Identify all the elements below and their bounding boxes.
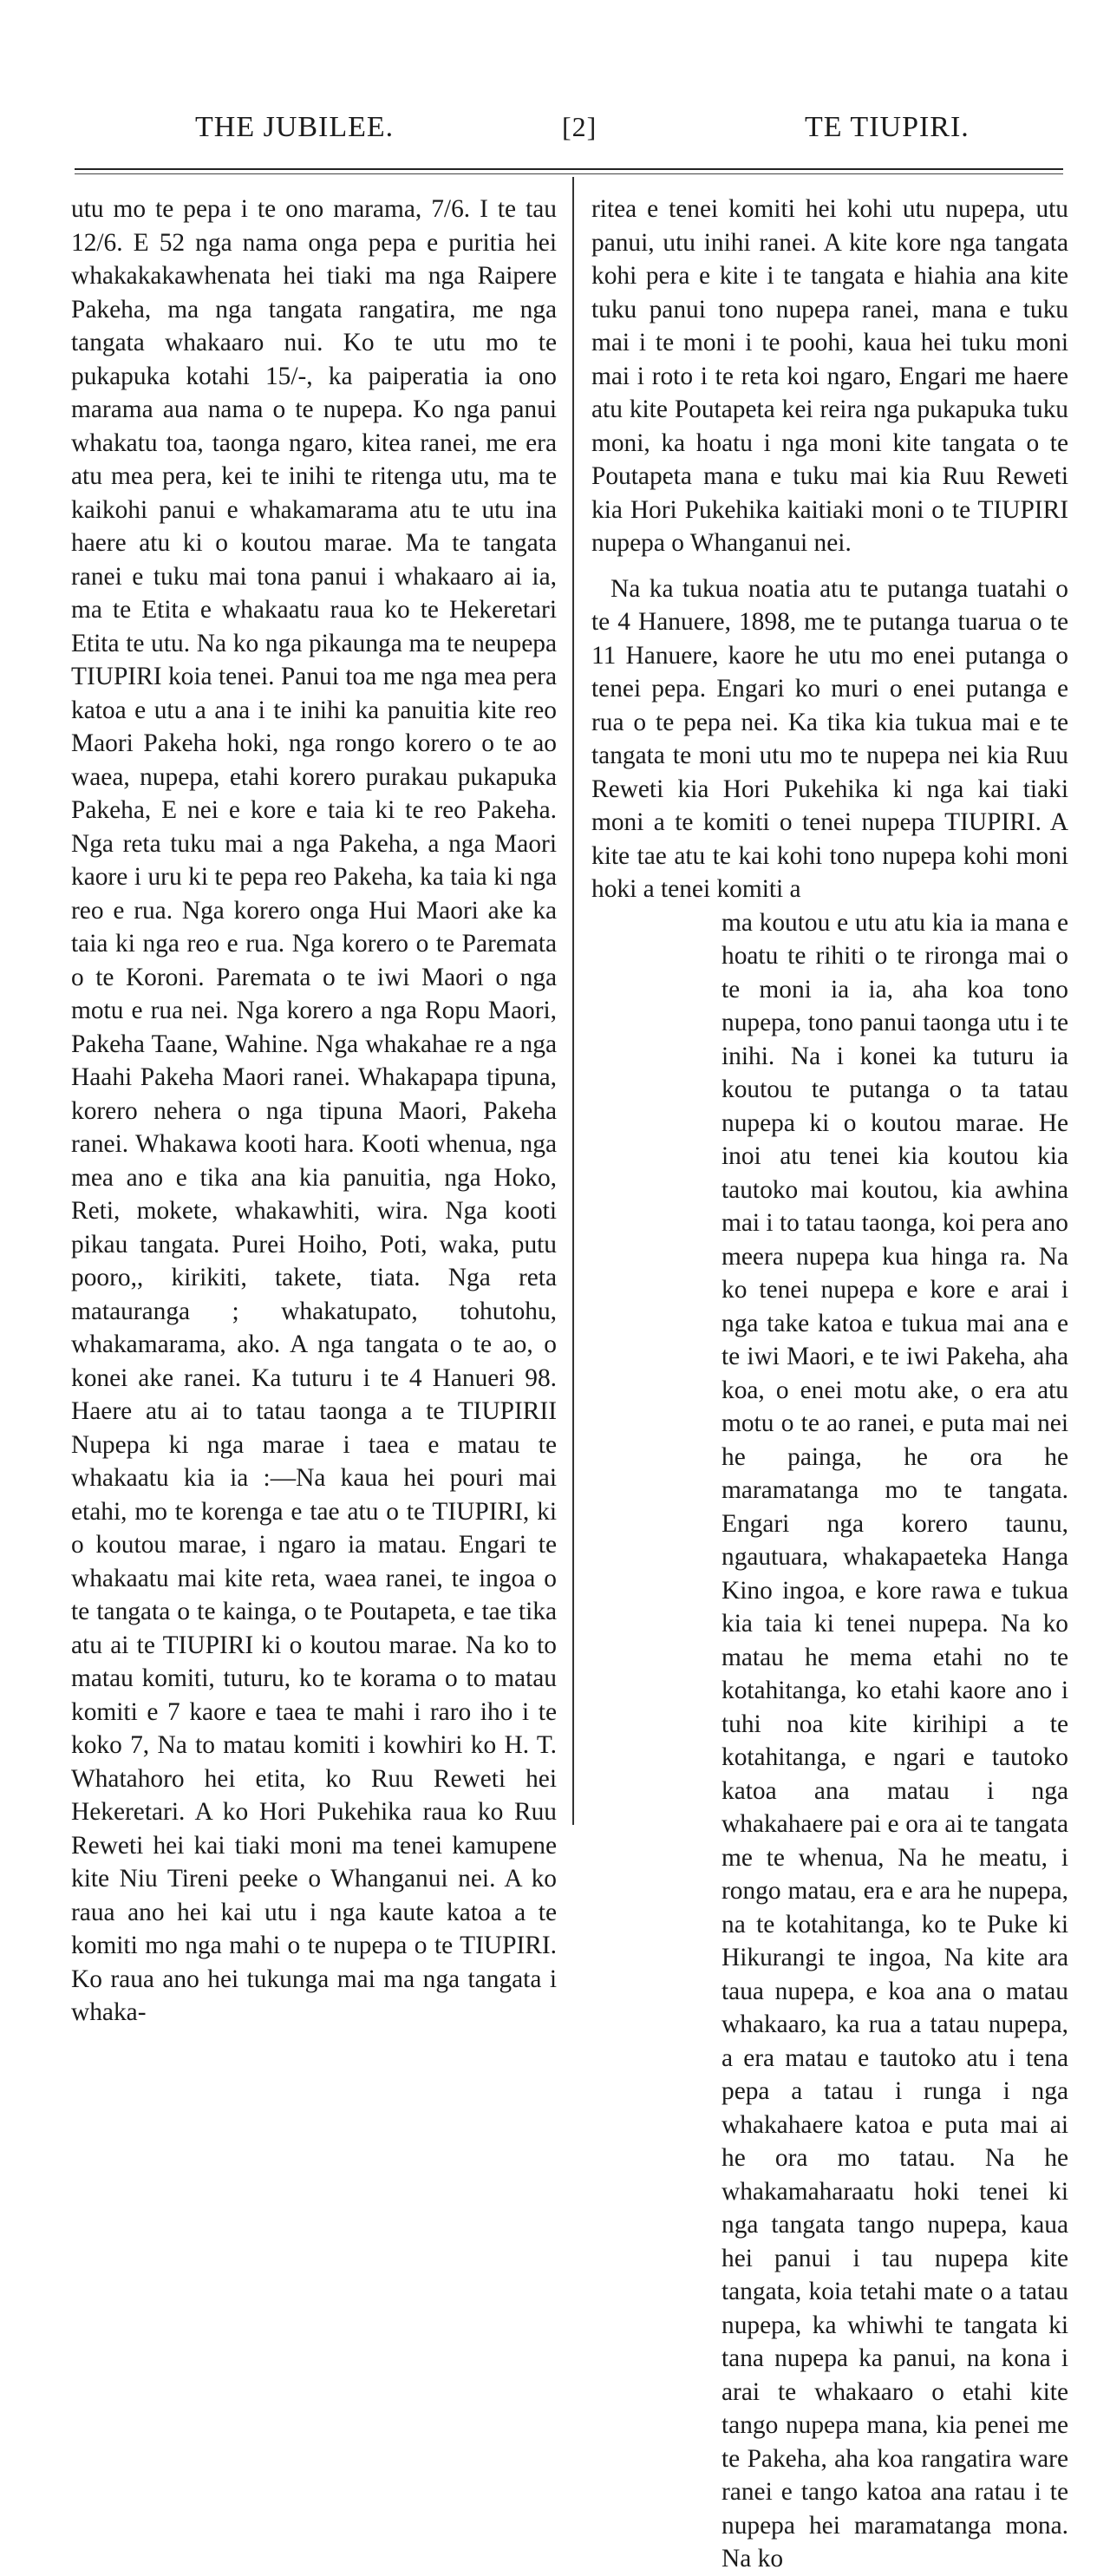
left-column bbox=[71, 193, 557, 2030]
left-column-paragraph: utu mo te pepa i te ono marama, 7/6. I te tau 12/6. E 52 nga nama onga pepa e puritia hei whakakakawhenata hei tiaki ma nga Raipere Pakeha, ma nga tangata rangatira, me nga tangata whakaaro nui. Ko te utu mo te pukapuka kotahi 15/-, ka paiperatia ia ono marama aua nama o te nupepa. Ko nga panui whakatu toa, taonga ngaro, kitea ranei, me era atu mea pera, kei te inihi te ritenga utu, ma te kaikohi panui e whakamarama atu te utu ina haere atu ki o koutou marae. Ma te tangata ranei e tuku mai tona panui i whakaaro ai ia, ma te Etita e whakaatu raua ko te Hekeretari Etita te utu. Na ko nga pikaunga ma te neupepa TIUPIRI koia tenei. Panui toa me nga mea pera katoa e utu a ana i te inihi ka panuitia kite reo Maori Pakeha hoki, nga rongo korero o te ao waea, nupepa, etahi korero purakau pukapuka Pakeha, E nei e kore e taia ki te reo Pakeha. Nga reta tuku mai a nga Pakeha, a nga Maori kaore i uru ki te pepa reo Pakeha, ka taia ki nga reo e rua. Nga korero onga Hui Maori ake ka taia ki nga reo e rua. Nga korero o te Paremata o te Koroni. Paremata o te iwi Maori o nga motu e rua nei. Nga korero a nga Ropu Maori, Pakeha Taane, Wahine. Nga whakahae re a nga Haahi Pakeha Maori ranei. Whakapapa tipuna, korero nehera o nga tipuna Maori, Pakeha ranei. Whakawa kooti hara. Kooti whenua, nga mea ano e tika ana kia panuitia, nga Hoko, Reti, mokete, whakawhiti, wira. Nga kooti pikau tangata. Purei Hoiho, Poti, waka, putu pooro,, kirikiti, takete, tiata. Nga reta matauranga ; whakatupato, tohutohu, whakamarama, ako. A nga tangata o te ao, o konei ake ranei. Ka tuturu i te 4 Hanueri 98. Haere atu ai to tatau taonga a te TIUPIRII Nupepa ki nga marae i taea e matau te whakaatu kia ia :—Na kaua hei pouri mai etahi, mo te korenga e tae atu o te TIUPIRI, ki o koutou marae, i ngaro ia matau. Engari te whakaatu mai kite reta, waea ranei, te ingoa o te tangata o te kainga, o te Poutapeta, e tae tika atu ai te TIUPIRI ki o koutou marae. Na ko to matau komiti, tuturu, ko te korama o to matau komiti e 7 kaore e taea te mahi i raro iho i te koko 7, Na to matau komiti i kowhiri ko H. T. Whatahoro hei etita, ko Ruu Reweti hei Hekeretari. A ko Hori Pukehika raua ko Ruu Reweti hei kai tiaki moni ma tenei kamupene kite Niu Tireni peeke o Whanganui nei. A ko raua ano hei kai utu i nga kaute katoa a te komiti mo nga mahi o te nupepa o te TIUPIRI. Ko raua ano hei tukunga mai ma nga tangata i whaka- bbox=[71, 195, 557, 2026]
page-number: [2] bbox=[562, 111, 597, 142]
masthead bbox=[0, 111, 1110, 154]
header-rule bbox=[75, 168, 1063, 170]
masthead-title-english: THE JUBILEE. bbox=[195, 111, 395, 143]
column-divider bbox=[572, 177, 574, 1825]
right-column bbox=[591, 193, 1068, 2576]
right-column-paragraph-1: ritea e tenei komiti hei kohi utu nupepa, utu panui, utu inihi ranei. A kite kore nga tangata kohi pera e kite i te tangata e hiahia ana kite tuku panui tono nupepa ranei, mana e tuku mai i te moni i te poohi, kaua hei tuku moni mai i roto i te reta koi ngaro, Engari me haere atu kite Poutapeta kei reira nga pukapuka tuku moni, ka hoatu i nga moni kite tangata o te Poutapeta mana e tuku mai kia Ruu Reweti kia Hori Pukehika kaitiaki moni o te TIUPIRI nupepa o Whanganui nei. bbox=[591, 195, 1068, 557]
right-column-paragraph-3: ma koutou e utu atu kia ia mana e hoatu te rihiti o te rironga mai o te moni ia ia, aha koa tono nupepa, tono panui taonga utu i te inihi. Na i konei ka tuturu ia koutou te putanga o ta tatau nupepa ki o koutou marae. He inoi atu tenei kia koutou kia tautoko mai koutou, kia awhina mai i to tatau taonga, koi pera ano meera nupepa kua hinga ra. Na ko tenei nupepa e kore e arai i nga take katoa e tukua mai ana e te iwi Maori, e te iwi Pakeha, aha koa, o enei motu ake, o era atu motu o te ao ranei, e puta mai nei he painga, he ora he maramatanga mo te tangata. Engari nga korero taunu, ngautuara, whakapaeteka Hanga Kino ingoa, e kore rawa e tukua kia taia ki tenei nupepa. Na ko matau he mema etahi no te kotahitanga, ko etahi kaore ano i tuhi noa kite kirihipi a te kotahitanga, e ngari e tautoko katoa ana matau i nga whakahaere pai e ora ai te tangata me te whenua, Na he meatu, i rongo matau, era e ara he nupepa, na te kotahitanga, ko te Puke ki Hikurangi te ingoa, Na kite ara taua nupepa, e koa ana o matau whakaaro, ka rua a tatau nupepa, a era matau e tautoko atu i tena pepa a tatau i runga i nga whakahaere katoa e puta mai ai he ora mo tatau. Na he whakamaharaatu hoki tenei ki nga tangata tango nupepa, kaua hei panui i tau nupepa kite tangata, koia tetahi mate o a tatau nupepa, ka whiwhi te tangata ki tana nupepa ka panui, na kona i arai te whakaaro o etahi kite tango nupepa mana, kia penei me te Pakeha, aha koa rangatira ware ranei e tango katoa ana ratau i te nupepa hei maramatanga mona. Na ko bbox=[722, 908, 1068, 2573]
right-column-paragraph-2: Na ka tukua noatia atu te putanga tuatahi o te 4 Hanuere, 1898, me te putanga tuarua o te 11 Hanuere, kaore he utu mo enei putanga o tenei pepa. Engari ko muri o enei putanga e rua o te pepa nei. Ka tika kia tukua mai e te tangata te moni utu mo te nupepa nei kia Ruu Reweti kia Hori Pukehika ki nga kai tiaki moni a te komiti o tenei nupepa TIUPIRI. A kite tae atu te kai kohi tono nupepa kohi moni hoki a tenei komiti a bbox=[591, 574, 1068, 903]
masthead-title-maori: TE TIUPIRI. bbox=[805, 111, 970, 143]
header-rule-thin bbox=[75, 173, 1063, 174]
